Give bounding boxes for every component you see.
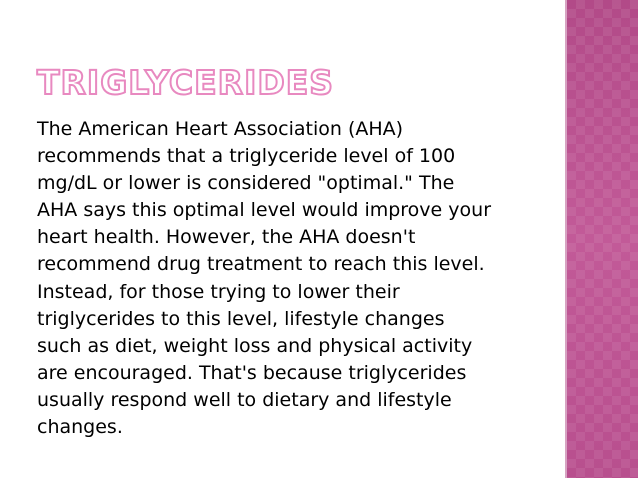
decorative-side-panel: [567, 0, 638, 478]
slide-title: TRIGLYCERIDES: [37, 63, 335, 102]
slide-body-text: The American Heart Association (AHA) recommends that a triglyceride level of 100 mg/dL or lower is considered "optimal." The AHA says this optimal level would improve your heart health. However, the AHA doesn't recommend drug treatment to reach this level. Instead, for those trying to lower their triglycerides to this level, lifestyle changes such as diet, weight loss and physical activity are encouraged. That's because triglycerides usually respond well to dietary and lifestyle changes.: [37, 118, 492, 439]
